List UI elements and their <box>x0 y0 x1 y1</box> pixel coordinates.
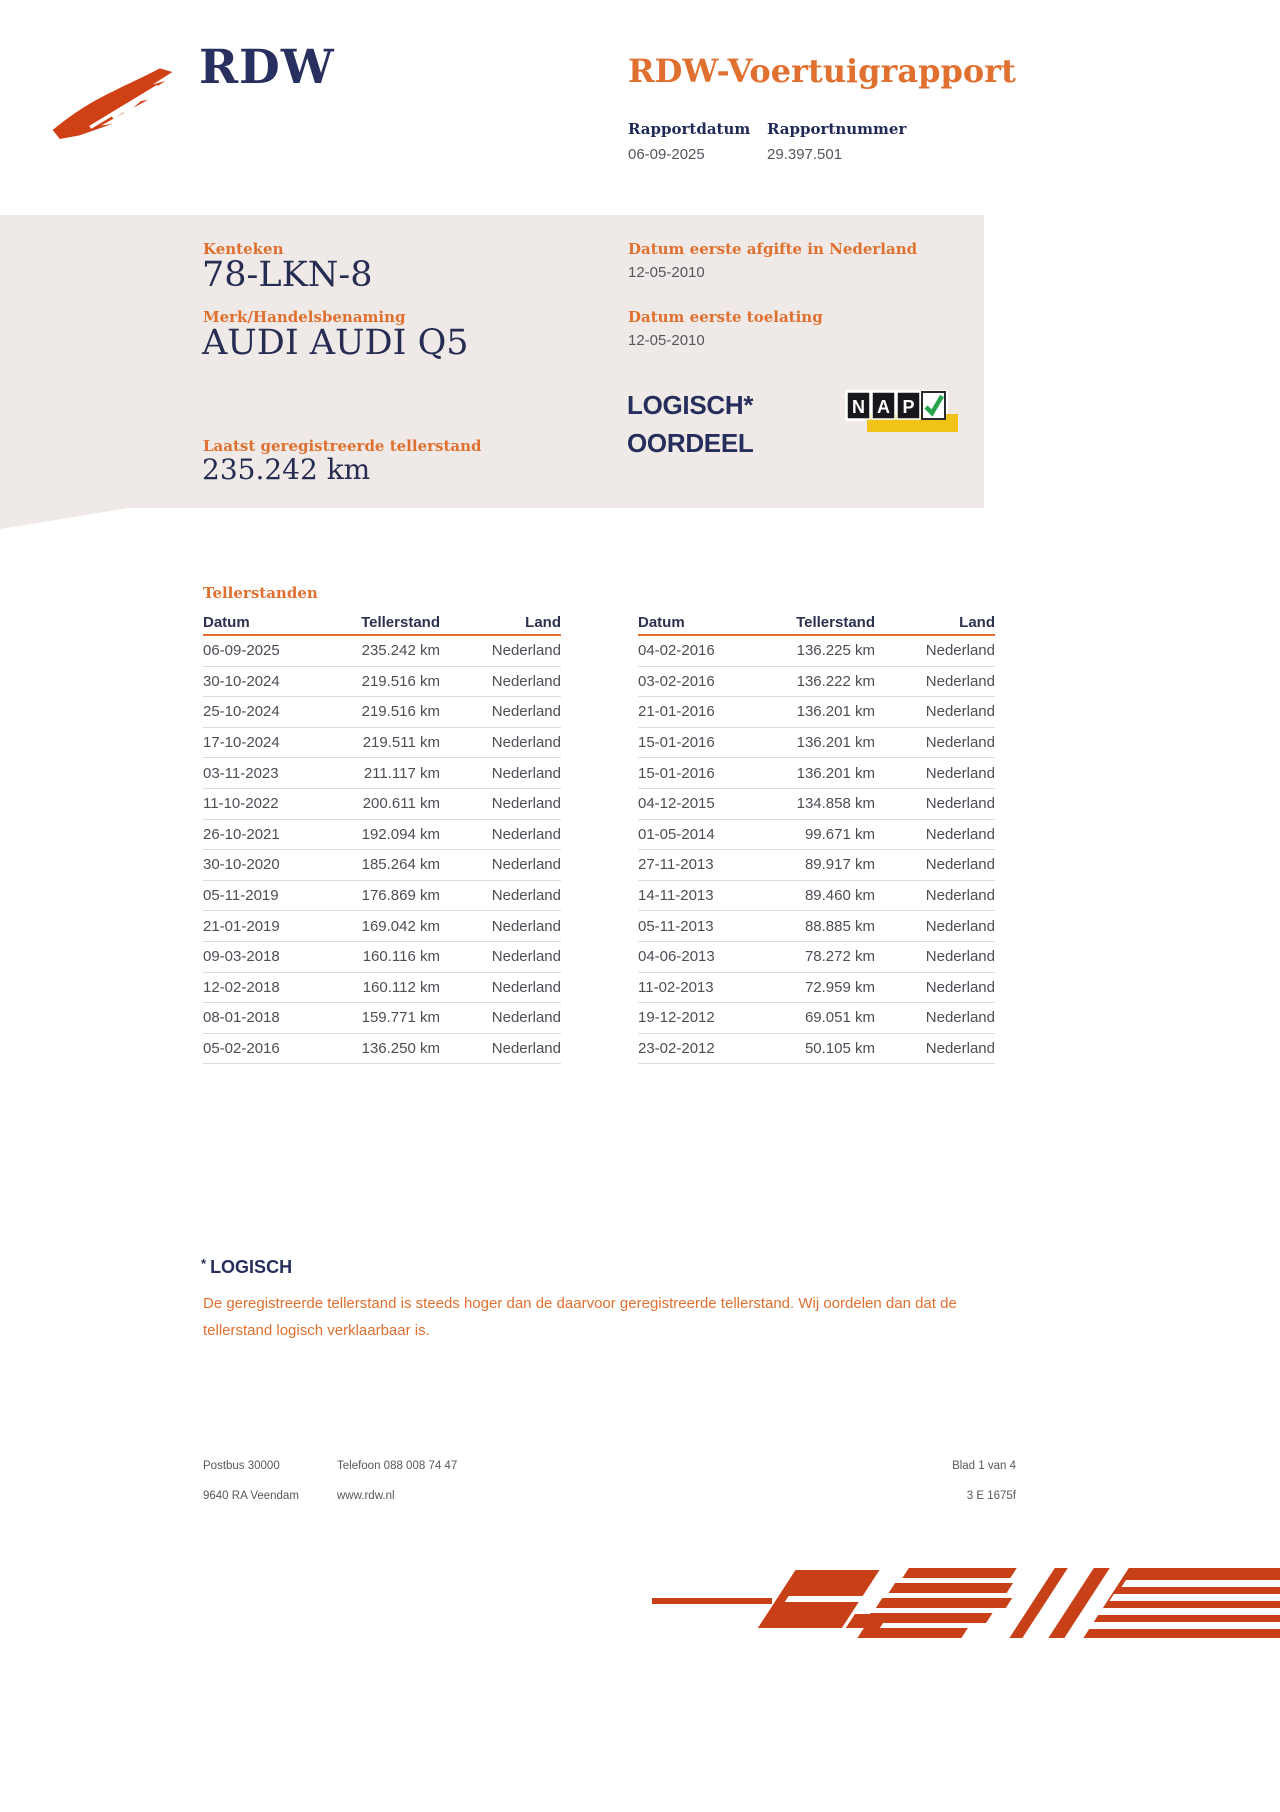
nap-letter-n: N <box>852 397 865 417</box>
cell-tellerstand: 219.516 km <box>361 703 440 721</box>
cell-datum: 14-11-2013 <box>638 887 714 905</box>
cell-land: Nederland <box>491 825 561 843</box>
table-row <box>203 911 561 942</box>
cell-datum: 04-02-2016 <box>638 642 715 660</box>
table-row <box>638 636 995 667</box>
table-row <box>638 1034 995 1065</box>
meter-table-right <box>638 606 995 1064</box>
column-header-datum: Datum <box>638 614 685 631</box>
table-row <box>638 911 995 942</box>
cell-tellerstand: 211.117 km <box>363 764 440 782</box>
table-row <box>203 667 561 698</box>
cell-datum: 15-01-2016 <box>638 764 715 782</box>
cell-datum: 05-11-2013 <box>638 917 714 935</box>
cell-tellerstand: 159.771 km <box>361 1009 440 1027</box>
report-date-value: 06-09-2025 <box>628 146 705 163</box>
cell-datum: 08-01-2018 <box>203 1009 280 1027</box>
table-row <box>638 1003 995 1034</box>
cell-tellerstand: 89.917 km <box>804 856 875 874</box>
cell-land: Nederland <box>491 764 561 782</box>
nap-letter-p: P <box>902 397 915 417</box>
tellerstanden-heading: Tellerstanden <box>203 584 318 602</box>
cell-datum: 06-09-2025 <box>203 642 280 660</box>
cell-tellerstand: 185.264 km <box>361 856 440 874</box>
footer-address-line1: Postbus 30000 <box>203 1460 280 1472</box>
last-mileage-label: Laatst geregistreerde tellerstand <box>203 437 482 455</box>
table-row <box>203 820 561 851</box>
cell-datum: 19-12-2012 <box>638 1009 715 1027</box>
nap-logo <box>845 390 960 438</box>
cell-datum: 21-01-2019 <box>203 917 280 935</box>
cell-tellerstand: 99.671 km <box>804 825 875 843</box>
cell-datum: 04-12-2015 <box>638 795 715 813</box>
meter-table-left <box>203 606 561 1064</box>
cell-land: Nederland <box>925 734 995 752</box>
cell-datum: 12-02-2018 <box>203 978 280 996</box>
cell-land: Nederland <box>925 764 995 782</box>
cell-tellerstand: 136.201 km <box>796 703 875 721</box>
oordeel-text <box>627 386 753 462</box>
cell-land: Nederland <box>491 672 561 690</box>
footer-phone: Telefoon 088 008 74 47 <box>337 1460 458 1472</box>
cell-land: Nederland <box>925 917 995 935</box>
cell-datum: 30-10-2020 <box>203 856 280 874</box>
cell-land: Nederland <box>491 642 561 660</box>
cell-land: Nederland <box>925 642 995 660</box>
first-issue-label: Datum eerste afgifte in Nederland <box>628 240 918 258</box>
table-header-row <box>638 606 995 636</box>
footnote-asterisk: * <box>201 1256 207 1271</box>
kenteken-value: 78-LKN-8 <box>202 255 373 295</box>
table-row <box>203 789 561 820</box>
cell-land: Nederland <box>925 978 995 996</box>
footer-website: www.rdw.nl <box>337 1490 395 1502</box>
footnote-heading <box>201 1256 292 1278</box>
first-admission-value: 12-05-2010 <box>628 332 705 349</box>
column-header-tellerstand: Tellerstand <box>361 614 440 631</box>
cell-tellerstand: 235.242 km <box>361 642 440 660</box>
cell-tellerstand: 219.511 km <box>362 734 440 752</box>
cell-tellerstand: 78.272 km <box>804 948 875 966</box>
cell-datum: 25-10-2024 <box>203 703 280 721</box>
merk-label: Merk/Handelsbenaming <box>203 308 406 326</box>
cell-land: Nederland <box>491 948 561 966</box>
cell-tellerstand: 176.869 km <box>361 887 440 905</box>
rdw-wordmark: RDW <box>199 40 335 95</box>
cell-tellerstand: 200.611 km <box>362 795 440 813</box>
nap-letter-a: A <box>877 397 890 417</box>
footnote-heading-text: LOGISCH <box>210 1257 293 1277</box>
cell-land: Nederland <box>925 948 995 966</box>
cell-tellerstand: 160.116 km <box>362 948 440 966</box>
cell-datum: 03-11-2023 <box>203 764 279 782</box>
table-row <box>203 850 561 881</box>
document-title: RDW-Voertuigrapport <box>628 52 1016 90</box>
cell-land: Nederland <box>491 978 561 996</box>
table-header-row <box>203 606 561 636</box>
last-mileage-value: 235.242 km <box>202 453 371 486</box>
cell-tellerstand: 136.250 km <box>361 1040 440 1058</box>
table-body <box>203 636 561 1064</box>
cell-tellerstand: 72.959 km <box>804 978 875 996</box>
kenteken-label: Kenteken <box>203 240 284 258</box>
cell-datum: 05-02-2016 <box>203 1040 280 1058</box>
vehicle-summary-panel <box>0 215 984 508</box>
cell-land: Nederland <box>925 887 995 905</box>
cell-land: Nederland <box>491 1040 561 1058</box>
cell-land: Nederland <box>925 672 995 690</box>
column-header-land: Land <box>959 614 995 631</box>
cell-datum: 26-10-2021 <box>203 825 280 843</box>
cell-datum: 27-11-2013 <box>638 856 714 874</box>
cell-datum: 04-06-2013 <box>638 948 715 966</box>
cell-land: Nederland <box>491 703 561 721</box>
cell-tellerstand: 136.201 km <box>796 764 875 782</box>
oordeel-line1: LOGISCH* <box>627 390 754 420</box>
table-row <box>203 697 561 728</box>
cell-datum: 05-11-2019 <box>203 887 279 905</box>
cell-land: Nederland <box>925 825 995 843</box>
table-row <box>638 973 995 1004</box>
table-row <box>638 697 995 728</box>
table-row <box>203 881 561 912</box>
cell-land: Nederland <box>491 917 561 935</box>
cell-datum: 30-10-2024 <box>203 672 280 690</box>
table-row <box>638 667 995 698</box>
report-number-value: 29.397.501 <box>767 146 843 163</box>
cell-datum: 17-10-2024 <box>203 734 280 752</box>
cell-datum: 09-03-2018 <box>203 948 280 966</box>
column-header-datum: Datum <box>203 614 250 631</box>
cell-tellerstand: 89.460 km <box>804 887 875 905</box>
column-header-land: Land <box>525 614 561 631</box>
first-admission-label: Datum eerste toelating <box>628 308 823 326</box>
cell-datum: 23-02-2012 <box>638 1040 715 1058</box>
cell-datum: 11-02-2013 <box>638 978 714 996</box>
cell-land: Nederland <box>491 856 561 874</box>
cell-datum: 21-01-2016 <box>638 703 715 721</box>
table-row <box>203 1003 561 1034</box>
cell-land: Nederland <box>925 856 995 874</box>
table-row <box>638 728 995 759</box>
cell-datum: 01-05-2014 <box>638 825 715 843</box>
table-row <box>638 881 995 912</box>
cell-tellerstand: 136.201 km <box>796 734 875 752</box>
cell-tellerstand: 50.105 km <box>804 1040 875 1058</box>
cell-datum: 15-01-2016 <box>638 734 715 752</box>
column-header-tellerstand: Tellerstand <box>796 614 875 631</box>
cell-land: Nederland <box>925 1009 995 1027</box>
bottom-stripes-graphic <box>652 1560 1280 1648</box>
footer-address-line2: 9640 RA Veendam <box>203 1490 299 1502</box>
report-number-label: Rapportnummer <box>767 120 907 138</box>
cell-tellerstand: 136.225 km <box>796 642 875 660</box>
table-row <box>203 1034 561 1065</box>
cell-datum: 11-10-2022 <box>203 795 279 813</box>
cell-land: Nederland <box>925 1040 995 1058</box>
table-row <box>638 820 995 851</box>
cell-land: Nederland <box>925 795 995 813</box>
table-row <box>203 636 561 667</box>
table-row <box>203 758 561 789</box>
rdw-wing-logo-icon <box>50 50 184 144</box>
cell-tellerstand: 136.222 km <box>796 672 875 690</box>
footer-form-code: 3 E 1675f <box>966 1490 1016 1502</box>
cell-tellerstand: 192.094 km <box>361 825 440 843</box>
table-row <box>638 789 995 820</box>
table-row <box>203 942 561 973</box>
cell-tellerstand: 169.042 km <box>361 917 440 935</box>
first-issue-value: 12-05-2010 <box>628 264 705 281</box>
cell-tellerstand: 88.885 km <box>804 917 875 935</box>
table-row <box>638 850 995 881</box>
cell-land: Nederland <box>491 1009 561 1027</box>
cell-land: Nederland <box>491 734 561 752</box>
footnote-body: De geregistreerde tellerstand is steeds hoger dan de daarvoor geregistreerde tellerstand. Wij oordelen dan dat de tellerstand logisch verklaarbaar is. <box>203 1295 957 1339</box>
cell-datum: 03-02-2016 <box>638 672 715 690</box>
cell-tellerstand: 219.516 km <box>361 672 440 690</box>
table-row <box>203 728 561 759</box>
table-row <box>638 758 995 789</box>
table-row <box>638 942 995 973</box>
oordeel-line2: OORDEEL <box>627 428 754 458</box>
table-body <box>638 636 995 1064</box>
report-date-label: Rapportdatum <box>628 120 751 138</box>
merk-value: AUDI AUDI Q5 <box>202 323 469 363</box>
cell-land: Nederland <box>925 703 995 721</box>
cell-land: Nederland <box>491 795 561 813</box>
cell-land: Nederland <box>491 887 561 905</box>
cell-tellerstand: 69.051 km <box>804 1009 875 1027</box>
footer-page-number: Blad 1 van 4 <box>952 1460 1016 1472</box>
cell-tellerstand: 134.858 km <box>796 795 875 813</box>
cell-tellerstand: 160.112 km <box>362 978 440 996</box>
table-row <box>203 973 561 1004</box>
